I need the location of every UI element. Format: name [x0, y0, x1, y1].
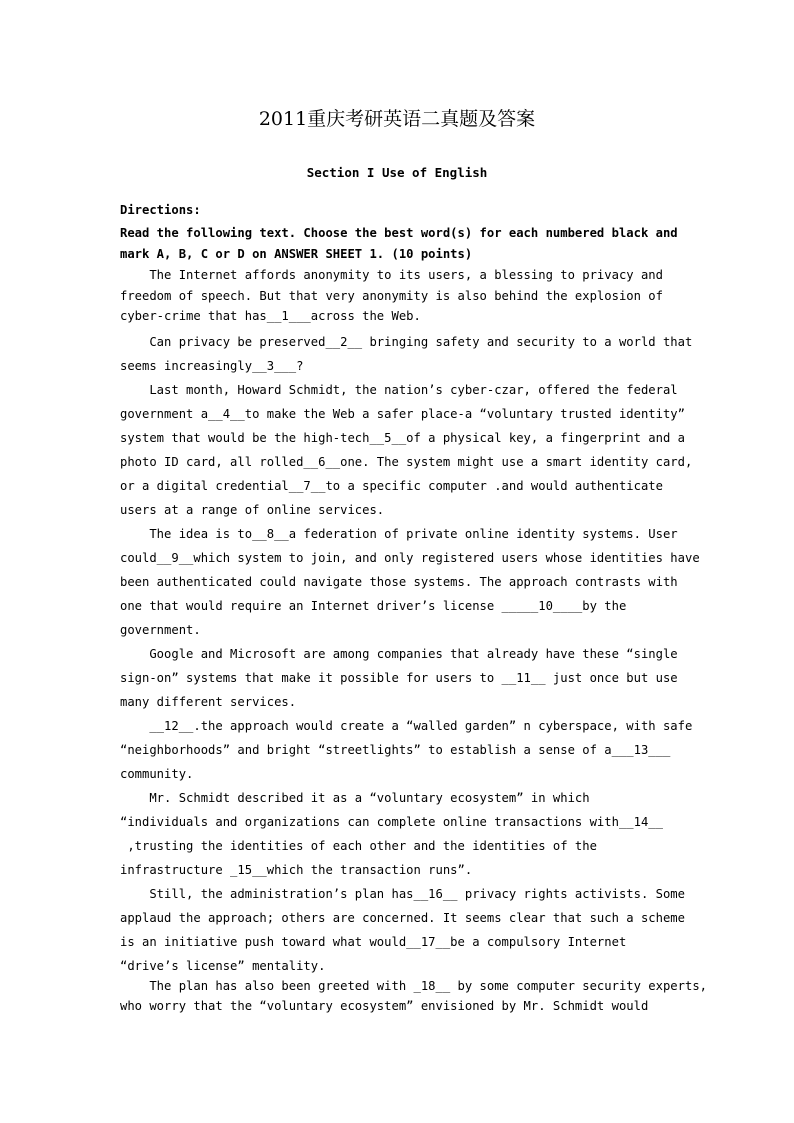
paragraph-line: Mr. Schmidt described it as a “voluntary ecosystem” in which — [120, 791, 590, 805]
paragraph-line: government a__4__to make the Web a safer place-a “voluntary trusted identity” — [120, 407, 685, 421]
paragraph-line: “neighborhoods” and bright “streetlights” to establish a sense of a___13___ — [120, 743, 671, 757]
paragraph-line: is an initiative push toward what would__17__be a compulsory Internet — [120, 935, 627, 949]
paragraph-line: Can privacy be preserved__2__ bringing safety and security to a world that — [120, 335, 693, 349]
paragraph-line: “individuals and organizations can complete online transactions with__14__ — [120, 815, 663, 829]
paragraph-line: Google and Microsoft are among companies that already have these “single — [120, 647, 678, 661]
paragraph-line: Still, the administration’s plan has__16__ privacy rights activists. Some — [120, 887, 685, 901]
paragraph-line: seems increasingly__3___? — [120, 359, 304, 373]
paragraph-line: could__9__which system to join, and only registered users whose identities have — [120, 551, 700, 565]
paragraph-line: or a digital credential__7__to a specific computer .and would authenticate — [120, 479, 663, 493]
paragraph-line: government. — [120, 623, 201, 637]
paragraph-line: __12__.the approach would create a “walled garden” n cyberspace, with safe — [120, 719, 693, 733]
paragraph-line: applaud the approach; others are concerned. It seems clear that such a scheme — [120, 911, 685, 925]
paragraph-line: been authenticated could navigate those systems. The approach contrasts with — [120, 575, 678, 589]
paragraph-line: cyber-crime that has__1___across the Web. — [120, 309, 421, 323]
paragraph-line: community. — [120, 767, 194, 781]
directions-line: Read the following text. Choose the best word(s) for each numbered black and — [120, 226, 678, 240]
paragraph-line: ,trusting the identities of each other and the identities of the — [120, 839, 597, 853]
paragraph-line: The Internet affords anonymity to its users, a blessing to privacy and — [120, 268, 663, 282]
section-heading: Section I Use of English — [306, 165, 488, 180]
paragraph-line: sign-on” systems that make it possible for users to __11__ just once but use — [120, 671, 678, 685]
paragraph-line: The idea is to__8__a federation of private online identity systems. User — [120, 527, 678, 541]
paragraph-line: freedom of speech. But that very anonymity is also behind the explosion of — [120, 289, 663, 303]
directions-line: mark A, B, C or D on ANSWER SHEET 1. (10 points) — [120, 247, 473, 261]
paragraph-line: one that would require an Internet driver’s license _____10____by the — [120, 599, 627, 613]
paragraph-line: many different services. — [120, 695, 297, 709]
document-title: 2011重庆考研英语二真题及答案 — [258, 108, 536, 130]
paragraph-line: photo ID card, all rolled__6__one. The system might use a smart identity card, — [120, 455, 693, 469]
paragraph-line: users at a range of online services. — [120, 503, 385, 517]
paragraph-line: “drive’s license” mentality. — [120, 959, 326, 973]
paragraph-line: infrastructure _15__which the transaction runs”. — [120, 863, 473, 877]
paragraph-line: who worry that the “voluntary ecosystem” envisioned by Mr. Schmidt would — [120, 999, 649, 1013]
paragraph-line: The plan has also been greeted with _18__ by some computer security experts, — [120, 979, 707, 993]
paragraph-line: system that would be the high-tech__5__of a physical key, a fingerprint and a — [120, 431, 685, 445]
directions-label: Directions: — [120, 203, 201, 217]
paragraph-line: Last month, Howard Schmidt, the nation’s cyber-czar, offered the federal — [120, 383, 678, 397]
